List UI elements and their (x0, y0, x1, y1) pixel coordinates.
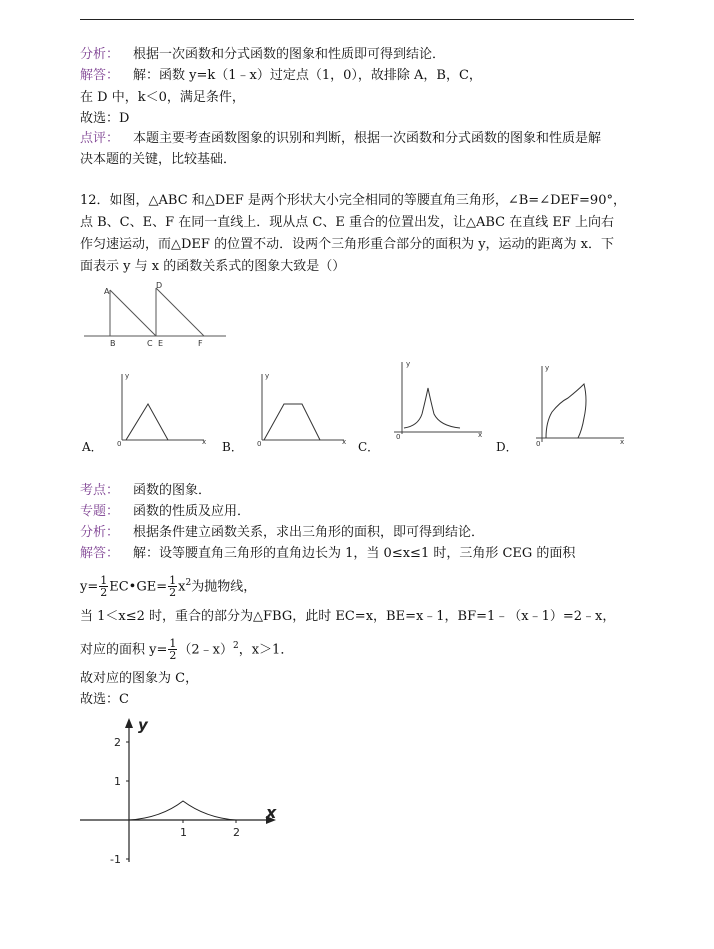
option-d-x: x (620, 438, 625, 446)
option-b-curve (264, 404, 320, 440)
prev-line3: 在 D 中，k＜0，满足条件， (80, 90, 245, 105)
option-d-y: y (545, 364, 550, 372)
final-x-tick-1: 1 (180, 826, 187, 839)
label-f: F (198, 339, 203, 348)
eq1-post: x (178, 579, 186, 595)
option-d-origin: 0 (536, 440, 541, 448)
eq1-pre: y= (80, 579, 99, 595)
question-line-1: 12．如图，△ABC 和△DEF 是两个形状大小完全相同的等腰直角三角形，∠B=∠DEF=90°， (80, 193, 626, 208)
zhuanti-text: 函数的性质及应用． (133, 504, 251, 519)
kaodian (80, 482, 211, 500)
option-a-label: A． (82, 440, 103, 454)
solution-choice: 故选：C (80, 692, 129, 707)
option-b-y: y (265, 372, 270, 380)
option-c-curve (404, 388, 460, 428)
triangles-figure (80, 280, 230, 352)
analysis-text-2: 根据条件建立函数关系，求出三角形的面积，即可得到结论． (133, 525, 485, 540)
option-d-curve (546, 384, 586, 438)
answer-text: 解：函数 y=k（1﹣x）过定点（1，0），故排除 A，B，C， (133, 68, 482, 83)
option-a-x: x (202, 438, 207, 446)
option-b-label: B． (222, 440, 243, 454)
review-text: 本题主要考查函数图象的识别和判断，根据一次函数和分式函数的图象和性质是解 (133, 131, 602, 146)
answer-label: 解答： (80, 68, 120, 83)
final-graph (76, 712, 286, 872)
review-label: 点评： (80, 131, 120, 146)
option-b-x: x (342, 438, 347, 446)
kaodian-label: 考点： (80, 483, 120, 498)
final-y-tick-neg1: -1 (110, 853, 121, 866)
solution-analysis (80, 524, 484, 542)
final-y-arrow (125, 718, 133, 728)
option-b-graph (250, 368, 350, 448)
eq2-tail: ，x＞1． (238, 642, 294, 658)
analysis-label-2: 分析： (80, 525, 120, 540)
option-d-label: D． (496, 440, 518, 454)
triangle-abc (110, 290, 156, 336)
question-line-4: 面表示 y 与 x 的函数关系式的图象大致是（） (80, 259, 346, 274)
prev-analysis (80, 46, 445, 64)
eq1-frac-2: $\frac{1}{2}$ (169, 574, 177, 600)
option-c-label: C． (358, 440, 380, 454)
solution-line-5: 故对应的图象为 C， (80, 671, 199, 686)
solution-line-3: 当 1＜x≤2 时，重合的部分为△FBG，此时 EC=x，BE=x﹣1，BF=1﹣（x﹣1）=2﹣x， (80, 609, 616, 624)
eq1-sup: 2 (185, 578, 192, 588)
eq2-sup: 2 (232, 641, 239, 651)
answer-label-2: 解答： (80, 546, 120, 561)
eq2-pre: 对应的面积 y= (80, 642, 168, 658)
solution-answer (80, 545, 575, 563)
eq2-frac: $\frac{1}{2}$ (169, 637, 177, 663)
top-rule (80, 19, 634, 20)
prev-choice: 故选：D (80, 111, 130, 126)
prev-answer (80, 67, 482, 85)
question-line-2: 点 B、C、E、F 在同一直线上．现从点 C、E 重合的位置出发，让△ABC 在直线 EF 上向右 (80, 215, 615, 230)
answer-text-2: 解：设等腰直角三角形的直角边长为 1，当 0≤x≤1 时，三角形 CEG 的面积 (133, 546, 576, 561)
final-y-tick-2: 2 (114, 736, 121, 749)
label-a: A (104, 287, 110, 296)
final-curve (129, 801, 236, 820)
analysis-label: 分析： (80, 47, 120, 62)
option-a-curve (126, 404, 168, 440)
prev-review (80, 130, 601, 148)
final-x-tick-2: 2 (233, 826, 240, 839)
question-line-3: 作匀速运动，而△DEF 的位置不动．设两个三角形重合部分的面积为 y，运动的距离为 x．下 (80, 237, 615, 252)
eq1-mid: EC•GE= (109, 579, 168, 595)
prev-review-2: 决本题的关键，比较基础． (80, 152, 237, 167)
equation-2 (80, 630, 293, 666)
eq2-mid: （2﹣x） (178, 642, 233, 658)
option-a-y: y (125, 372, 130, 380)
zhuanti (80, 503, 250, 521)
option-a-graph (110, 368, 210, 448)
zhuanti-label: 专题： (80, 504, 120, 519)
eq1-tail: 为抛物线， (191, 579, 257, 595)
final-x-label: x (266, 803, 277, 822)
label-e: E (158, 339, 164, 348)
analysis-text: 根据一次函数和分式函数的图象和性质即可得到结论． (133, 47, 446, 62)
label-c: C (147, 339, 153, 348)
option-c-y: y (406, 360, 411, 368)
label-d: D (156, 281, 163, 290)
kaodian-text: 函数的图象． (133, 483, 212, 498)
final-y-label: y (138, 716, 148, 734)
equation-1 (80, 567, 256, 603)
option-c-graph (388, 358, 488, 440)
option-c-origin: 0 (396, 433, 401, 440)
option-d-graph (528, 362, 628, 448)
label-b: B (110, 339, 116, 348)
eq1-frac: $\frac{1}{2}$ (100, 574, 108, 600)
option-b-origin: 0 (257, 440, 262, 448)
triangle-def (156, 288, 204, 336)
option-a-origin: 0 (117, 440, 122, 448)
final-y-tick-1: 1 (114, 775, 121, 788)
option-c-x: x (478, 431, 483, 439)
